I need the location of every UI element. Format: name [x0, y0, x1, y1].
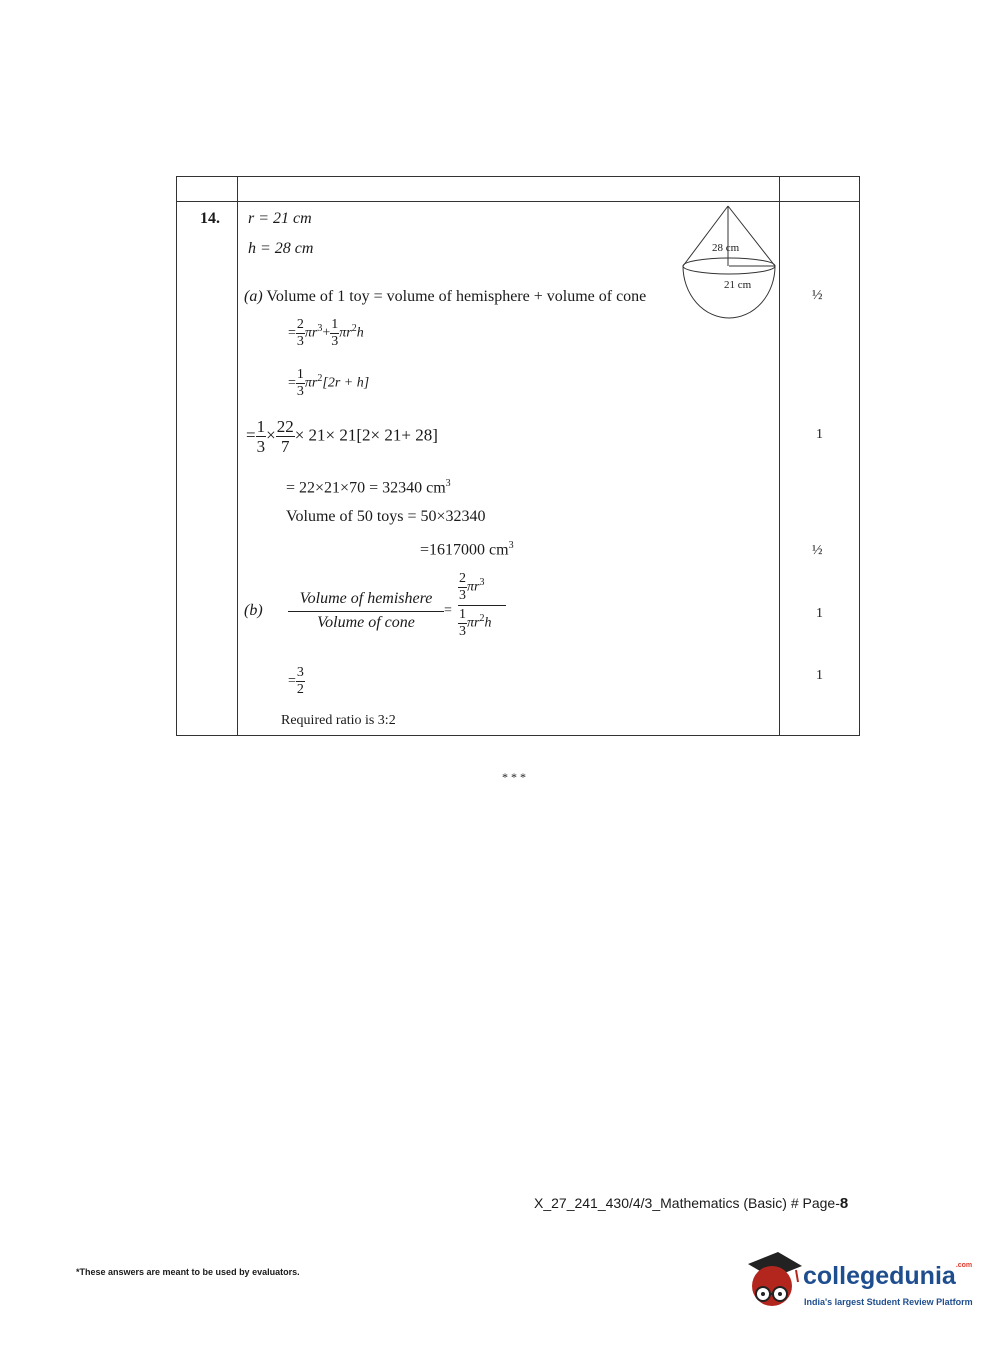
frac-num: 1 [296, 367, 304, 382]
exp: 3 [479, 577, 485, 589]
step-6-text: =1617000 cm [420, 541, 509, 559]
eq: = [246, 425, 256, 445]
eq: = [288, 673, 296, 689]
pi-r: πr [467, 579, 480, 595]
ratio-equals: = [444, 603, 452, 618]
ratio-denominator: Volume of cone [317, 614, 415, 631]
frac-den: 3 [459, 624, 466, 639]
brand-text: collegedunia [803, 1262, 956, 1290]
ratio-rhs [458, 572, 506, 639]
cone-left-edge [683, 206, 728, 266]
mark: 1 [816, 668, 823, 683]
cone-right-edge [728, 206, 775, 266]
pi-r: πr [304, 325, 318, 341]
frac-den: 7 [280, 437, 290, 456]
h-var: h [356, 325, 364, 341]
frac-num: 22 [276, 417, 294, 436]
toy-figure [680, 204, 780, 322]
pi-r: πr [304, 375, 318, 391]
evaluator-note: *These answers are meant to be used by evaluators. [76, 1267, 300, 1277]
step-6 [420, 540, 514, 559]
eq: = [288, 325, 296, 341]
rhs-bottom [458, 606, 506, 639]
given-radius: r = 21 cm [248, 210, 312, 227]
part-a-text: Volume of 1 toy = volume of hemisphere + volume of cone [266, 288, 647, 305]
exp: 2 [351, 323, 357, 335]
slant-label: 28 cm [712, 242, 740, 254]
frac-den: 3 [331, 334, 339, 349]
bracket-term: [2r + h] [322, 375, 370, 391]
ratio-fraction [288, 590, 444, 632]
final-answer: Required ratio is 3:2 [281, 713, 396, 728]
step-4 [286, 478, 451, 497]
exp: 3 [317, 323, 323, 335]
step-3-tail: × 21× 21[2× 21+ 28] [294, 425, 438, 445]
step-4-text: = 22×21×70 = 32340 cm [286, 479, 446, 497]
table-header-rule [177, 201, 859, 202]
page-number: 8 [839, 1195, 849, 1212]
mark: ½ [812, 288, 823, 303]
mark: ½ [812, 543, 823, 558]
frac-den: 3 [296, 334, 304, 349]
question-number: 14. [200, 210, 220, 227]
part-a-line [244, 288, 646, 306]
frac-num: 2 [296, 317, 304, 332]
step-2 [288, 368, 369, 399]
frac-num: 2 [459, 571, 466, 586]
step-3 [246, 418, 438, 455]
plus: + [322, 325, 331, 341]
page-ref-text: X_27_241_430/4/3_Mathematics (Basic) # Page- [534, 1195, 840, 1211]
part-b-label: (b) [244, 602, 263, 619]
exp: 3 [445, 478, 451, 489]
given-height: h = 28 cm [248, 240, 314, 257]
mascot-icon [742, 1248, 806, 1312]
exp: 3 [508, 540, 514, 551]
table-column-divider [237, 177, 238, 735]
page-reference [534, 1195, 848, 1212]
frac-den: 2 [296, 682, 304, 697]
ratio-numerator: Volume of hemishere [288, 590, 444, 612]
frac-num: 3 [296, 665, 304, 680]
times: × [266, 425, 276, 445]
frac-den: 3 [296, 384, 304, 399]
frac-num: 1 [459, 607, 466, 622]
frac-den: 3 [459, 588, 466, 603]
brand-suffix: .com [955, 1262, 973, 1269]
exp: 2 [317, 373, 323, 385]
step-1 [288, 318, 364, 349]
step-5: Volume of 50 toys = 50×32340 [286, 508, 486, 525]
ratio-result [288, 666, 305, 697]
pi-r: πr [339, 325, 352, 341]
mark: 1 [816, 606, 823, 621]
frac-num: 1 [331, 317, 339, 332]
radius-label: 21 cm [724, 279, 752, 291]
section-separator: * * * [502, 770, 526, 784]
mark: 1 [816, 427, 823, 442]
brand-tagline: India's largest Student Review Platform [804, 1297, 973, 1307]
frac-den: 3 [256, 437, 266, 456]
frac-num: 1 [256, 417, 266, 436]
exp: 2 [479, 613, 485, 625]
part-a-label: (a) [244, 288, 263, 305]
brand-name [803, 1262, 972, 1291]
rhs-top [458, 572, 506, 606]
h-var: h [484, 615, 492, 631]
pi-r: πr [467, 615, 480, 631]
eq: = [288, 375, 296, 391]
